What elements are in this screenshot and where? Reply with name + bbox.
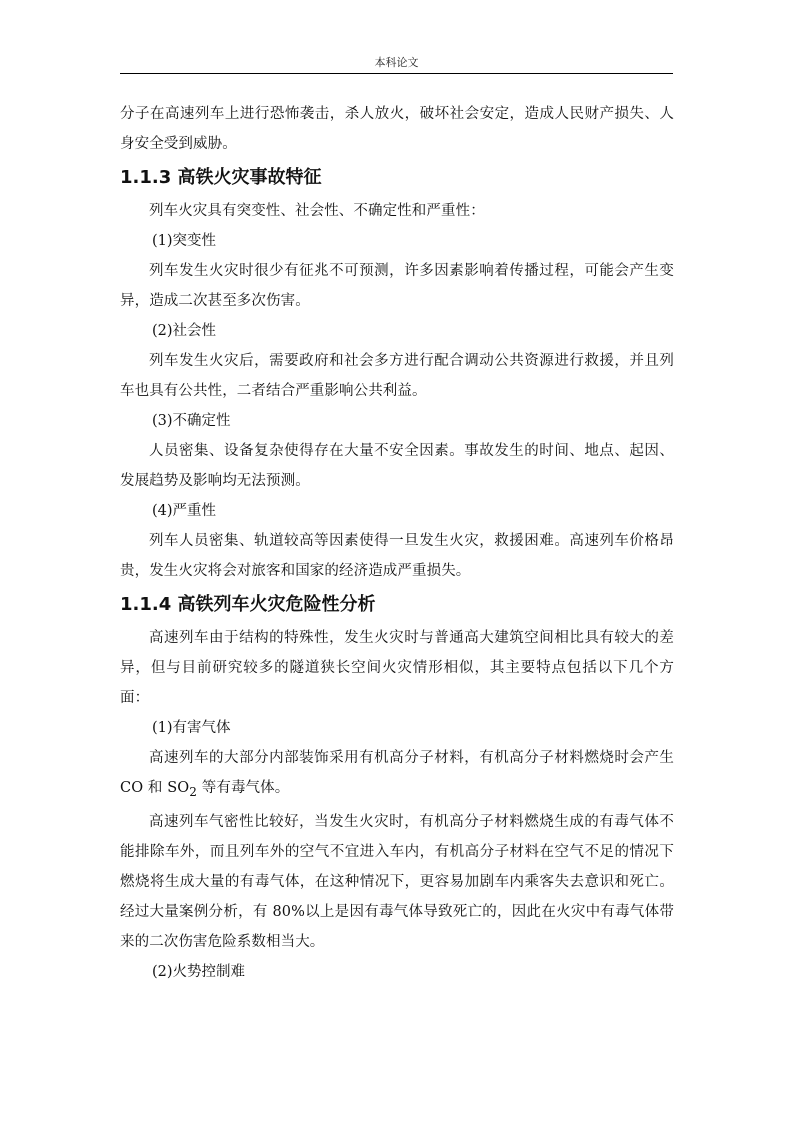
item-paragraph [120,743,674,807]
item-text-part: 等有毒气体。 [197,780,290,796]
item-paragraph: 人员密集、设备复杂使得存在大量不安全因素。事故发生的时间、地点、起因、发展趋势及影响均无法预测。 [120,443,674,489]
section-intro: 列车火灾具有突变性、社会性、不确定性和严重性： [149,203,485,219]
header-rule [120,73,673,74]
item-label: (1)突变性 [152,233,217,249]
continued-paragraph: 分子在高速列车上进行恐怖袭击，杀人放火，破坏社会安定，造成人民财产损失、人身安全受到威胁。 [120,106,674,152]
item-label: (1)有害气体 [152,720,231,736]
item-paragraph: 高速列车气密性比较好，当发生火灾时，有机高分子材料燃烧生成的有毒气体不能排除车外，而且列车外的空气不宜进入车内，有机高分子材料在空气不足的情况下燃烧将生成大量的有毒气体，在这种情况下，更容易加剧车内乘客失去意识和死亡。经过大量案例分析，有 80%以上是因有毒气体导致死亡的，因此在火灾中有毒气体带来的二次伤害危险系数相当大。 [120,813,674,950]
item-label: (4)严重性 [152,503,217,519]
item-paragraph: 列车人员密集、轨道较高等因素使得一旦发生火灾，救援困难。高速列车价格昂贵，发生火灾将会对旅客和国家的经济造成严重损失。 [120,533,674,579]
page-content [120,99,674,987]
section-heading-1-1-3: 1.1.3 高铁火灾事故特征 [120,167,322,188]
running-header: 本科论文 [374,56,419,69]
item-label: (2)火势控制难 [152,963,246,980]
section-intro: 高速列车由于结构的特殊性，发生火灾时与普通高大建筑空间相比具有较大的差异，但与目前研究较多的隧道狭长空间火灾情形相似，其主要特点包括以下几个方面： [120,630,674,706]
item-paragraph: 列车发生火灾时很少有征兆不可预测，许多因素影响着传播过程，可能会产生变异，造成二次甚至多次伤害。 [120,263,674,309]
item-label: (3)不确定性 [152,413,231,429]
subscript: 2 [189,784,198,799]
item-paragraph: 列车发生火灾后，需要政府和社会多方进行配合调动公共资源进行救援，并且列车也具有公共性，二者结合严重影响公共利益。 [120,353,674,399]
item-label: (2)社会性 [152,323,217,339]
item-text-part: 高速列车的大部分内部装饰采用有机高分子材料，有机高分子材料燃烧时会产生 CO 和 SO [120,750,674,796]
section-heading-1-1-4: 1.1.4 高铁列车火灾危险性分析 [120,594,376,615]
